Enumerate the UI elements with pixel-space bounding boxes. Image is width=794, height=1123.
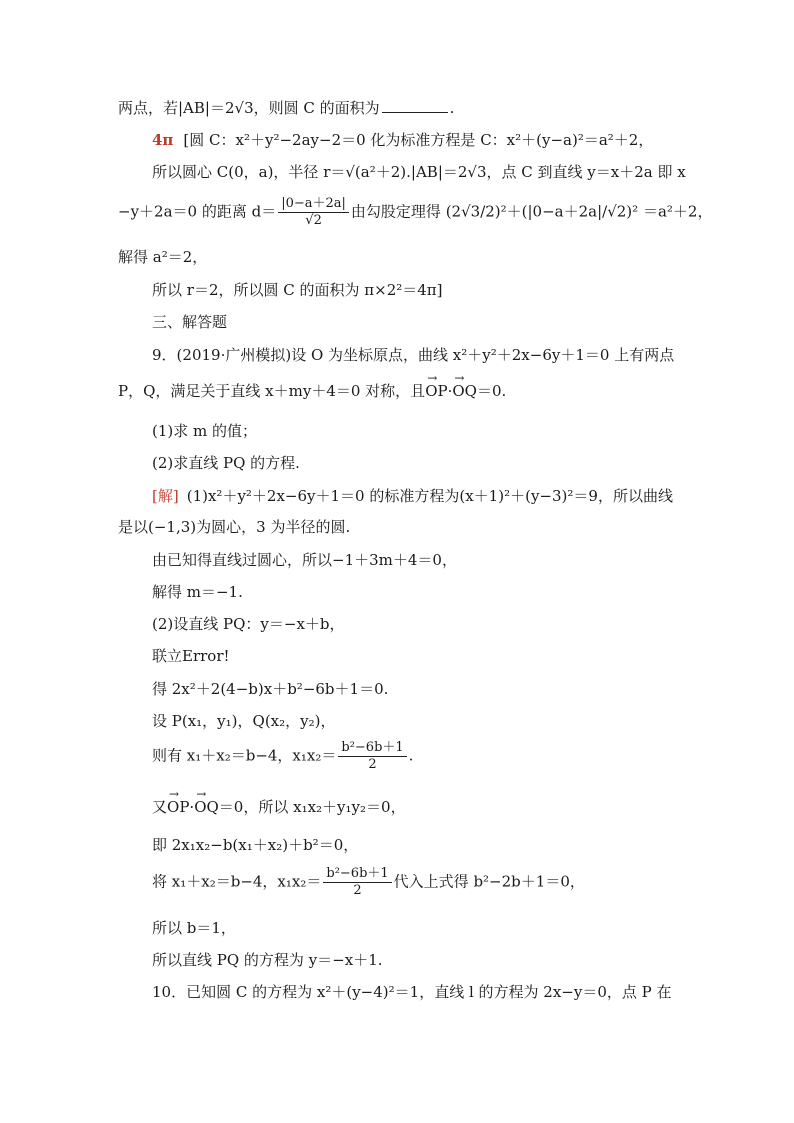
fraction-denominator: 2 — [368, 757, 377, 772]
text-line — [152, 485, 712, 507]
problem-statement — [152, 981, 712, 1003]
dot-operator: · — [447, 382, 453, 400]
text-line — [152, 917, 712, 939]
fraction-numerator: b²−6b＋1 — [338, 740, 406, 757]
fraction — [323, 866, 391, 899]
fraction — [338, 740, 406, 773]
line-text: −y＋2a＝0 的距离 d＝ — [118, 202, 277, 221]
text-line — [152, 161, 712, 183]
fraction-numerator: |0−a＋2a| — [278, 196, 349, 213]
line-text: 是以(−1,3)为圆心，3 为半径的圆. — [118, 518, 351, 536]
line-text: . — [408, 746, 414, 765]
line-text: (2)求直线 PQ 的方程. — [152, 454, 300, 472]
line-text: 所以直线 PQ 的方程为 y＝−x＋1. — [152, 951, 383, 969]
vector-op: → OP — [425, 380, 447, 402]
line-text: 又 — [152, 798, 168, 816]
line-text: P，Q，满足关于直线 x＋my＋4＝0 对称，且 — [118, 382, 426, 400]
line-text: ＝0. — [476, 382, 507, 400]
line-text: 解得 a²＝2， — [118, 248, 208, 266]
line-text: 解得 m＝−1. — [152, 583, 243, 601]
text-line — [118, 246, 678, 268]
vector-oq: → OQ — [452, 380, 477, 402]
text-line — [152, 796, 712, 818]
fraction-denominator: 2 — [353, 883, 362, 898]
text-line — [118, 97, 678, 119]
text-line — [118, 380, 678, 402]
line-text: [圆 C：x²＋y²−2ay−2＝0 化为标准方程是 C：x²＋(y−a)²＝a²＋2， — [183, 131, 654, 149]
text-line — [118, 196, 713, 229]
text-line — [152, 678, 712, 700]
text-line — [118, 516, 678, 538]
text-line — [152, 740, 712, 773]
line-text: (1)x²＋y²＋2x−6y＋1＝0 的标准方程为(x＋1)²＋(y−3)²＝9，所以曲线 — [186, 487, 673, 505]
text-line — [152, 834, 712, 856]
problem-statement — [152, 344, 712, 366]
section-heading — [152, 311, 712, 333]
line-text: 9．(2019·广州模拟)设 O 为坐标原点，曲线 x²＋y²＋2x−6y＋1＝0 上有两点 — [152, 346, 675, 364]
solution-mark: [解] — [152, 487, 179, 505]
vector-oq: → OQ — [194, 796, 219, 818]
answer-blank — [382, 98, 448, 113]
line-text: 10．已知圆 C 的方程为 x²＋(y−4)²＝1，直线 l 的方程为 2x−y＝0，点 P 在 — [152, 983, 672, 1001]
dot-operator: · — [189, 798, 195, 816]
fraction — [278, 196, 349, 229]
line-text: 所以 r＝2，所以圆 C 的面积为 π×2²＝4π] — [152, 281, 443, 299]
vector-op: → OP — [167, 796, 189, 818]
line-text: 所以圆心 C(0，a)，半径 r＝√(a²＋2).|AB|＝2√3，点 C 到直线 y＝x＋2a 即 x — [152, 163, 686, 181]
line-text: 即 2x₁x₂−b(x₁＋x₂)＋b²＝0， — [152, 836, 359, 854]
line-text: . — [449, 99, 455, 117]
line-text: ＝0，所以 x₁x₂＋y₁y₂＝0， — [218, 798, 406, 816]
text-line — [152, 613, 712, 635]
line-text: 两点，若|AB|＝2√3，则圆 C 的面积为 — [118, 99, 380, 117]
text-line — [152, 129, 712, 151]
line-text: 将 x₁＋x₂＝b−4，x₁x₂＝ — [152, 872, 322, 891]
line-text: 联立Error! — [152, 647, 230, 665]
line-text: (2)设直线 PQ：y＝−x＋b， — [152, 615, 345, 633]
line-text: 由勾股定理得 (2√3/2)²＋(|0−a＋2a|/√2)² ＝a²＋2， — [350, 202, 713, 221]
line-text: 设 P(x₁，y₁)，Q(x₂，y₂)， — [152, 712, 336, 730]
line-text: 代入上式得 b²−2b＋1＝0， — [393, 872, 585, 891]
line-text: 三、解答题 — [152, 313, 228, 331]
line-text: 则有 x₁＋x₂＝b−4，x₁x₂＝ — [152, 746, 337, 765]
text-line — [152, 549, 712, 571]
text-line — [152, 949, 712, 971]
answer-value: 4π — [152, 131, 174, 149]
fraction-numerator: b²−6b＋1 — [323, 866, 391, 883]
text-line — [152, 420, 712, 442]
text-line — [152, 645, 712, 667]
text-line — [152, 866, 712, 899]
line-text: 由已知得直线过圆心，所以−1＋3m＋4＝0， — [152, 551, 457, 569]
fraction-denominator: √2 — [305, 213, 322, 228]
line-text: (1)求 m 的值； — [152, 422, 258, 440]
line-text: 所以 b＝1， — [152, 919, 236, 937]
line-text: 得 2x²＋2(4−b)x＋b²−6b＋1＝0. — [152, 680, 389, 698]
text-line — [152, 710, 712, 732]
text-line — [152, 279, 712, 301]
text-line — [152, 452, 712, 474]
text-line — [152, 581, 712, 603]
